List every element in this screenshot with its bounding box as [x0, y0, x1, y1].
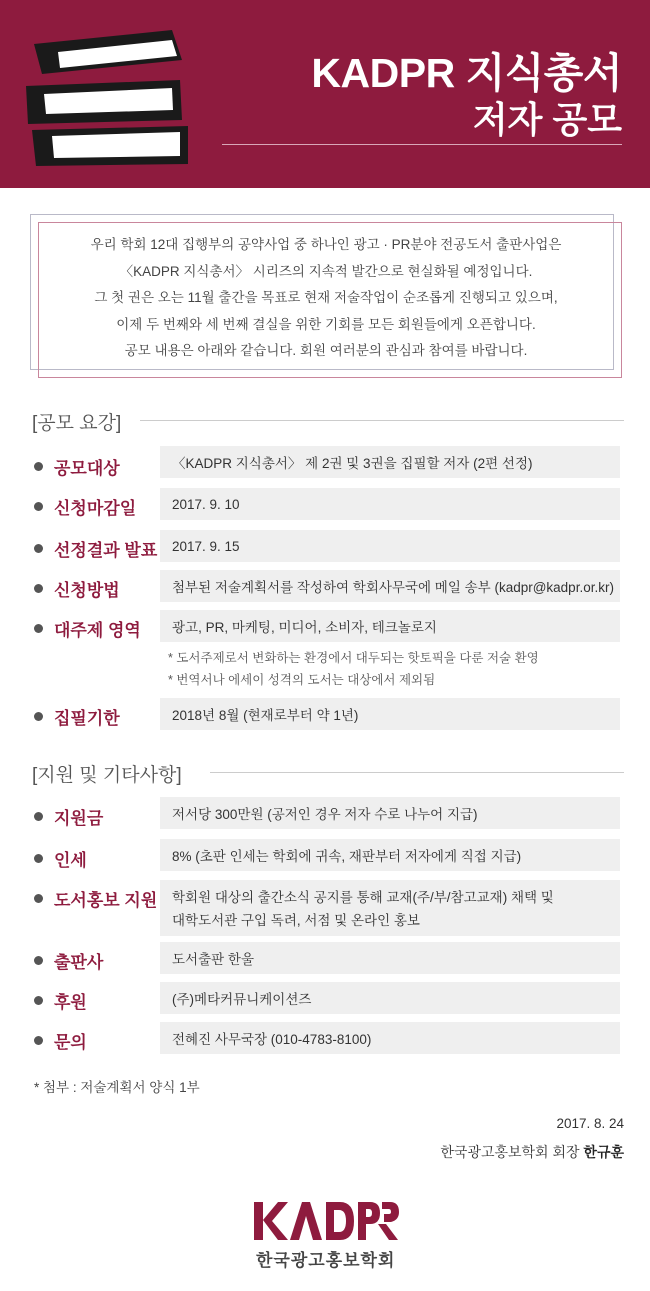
page-title: KADPR 지식총서 — [311, 50, 622, 96]
bullet-icon — [34, 462, 43, 471]
row-label-topic-area: 대주제 영역 — [34, 616, 141, 641]
attachment-note: * 첨부 : 저술계획서 양식 1부 — [34, 1080, 200, 1095]
kadpr-logo-icon — [250, 1200, 400, 1242]
intro-line: 우리 학회 12대 집행부의 공약사업 중 하나인 광고 · PR분야 전공도서 출판사업은 — [90, 237, 562, 252]
row-label-grant: 지원금 — [34, 804, 103, 829]
row-value-grant: 저서당 300만원 (공저인 경우 저자 수로 나누어 지급) — [160, 797, 620, 829]
row-label-deadline: 신청마감일 — [34, 494, 136, 519]
section-divider — [140, 420, 624, 421]
row-value-announcement: 2017. 9. 15 — [160, 530, 620, 562]
bullet-icon — [34, 956, 43, 965]
row-value-method: 첨부된 저술계획서를 작성하여 학회사무국에 메일 송부 (kadpr@kadpr.or.kr) — [160, 570, 620, 602]
promotion-line: 대학도서관 구입 독려, 서점 및 온라인 홍보 — [172, 913, 420, 928]
row-label-promotion: 도서홍보 지원 — [34, 886, 157, 911]
row-label-publisher: 출판사 — [34, 948, 103, 973]
row-label-royalty: 인세 — [34, 846, 87, 871]
row-label-writing-period: 집필기한 — [34, 704, 120, 729]
bullet-icon — [34, 624, 43, 633]
intro-text — [34, 232, 618, 365]
row-value-publisher: 도서출판 한울 — [160, 942, 620, 974]
bullet-icon — [34, 996, 43, 1005]
intro-line: 그 첫 권은 오는 11월 출간을 목표로 현재 저술작업이 순조롭게 진행되고 있으며, — [94, 290, 558, 305]
topic-note: * 도서주제로서 변화하는 환경에서 대두되는 핫토픽을 다룬 저술 환영 — [168, 651, 539, 665]
row-value-contact: 전혜진 사무국장 (010-4783-8100) — [160, 1022, 620, 1054]
bullet-icon — [34, 544, 43, 553]
row-value-promotion — [160, 880, 620, 936]
bullet-icon — [34, 584, 43, 593]
bullet-icon — [34, 1036, 43, 1045]
page-subtitle: 저자 공모 — [472, 99, 622, 140]
intro-line: 공모 내용은 아래와 같습니다. 회원 여러분의 관심과 참여를 바랍니다. — [124, 343, 528, 358]
header-banner — [0, 0, 650, 188]
bullet-icon — [34, 812, 43, 821]
bullet-icon — [34, 894, 43, 903]
promotion-line: 학회원 대상의 출간소식 공지를 통해 교재(주/부/참고교재) 채택 및 — [172, 890, 554, 905]
intro-line: 이제 두 번째와 세 번째 결실을 위한 기회를 모든 회원들에게 오픈합니다. — [116, 316, 536, 332]
row-label-contact: 문의 — [34, 1028, 87, 1053]
signature-title: 한국광고홍보학회 회장 — [440, 1144, 580, 1160]
signature-name: 한규훈 — [583, 1144, 624, 1160]
title-divider — [222, 144, 622, 145]
row-value-topic-area: 광고, PR, 마케팅, 미디어, 소비자, 테크놀로지 — [160, 610, 620, 642]
row-value-deadline: 2017. 9. 10 — [160, 488, 620, 520]
signature-line — [440, 1142, 624, 1162]
section-heading-support: [지원 및 기타사항] — [32, 765, 182, 786]
books-icon — [22, 30, 192, 166]
bullet-icon — [34, 854, 43, 863]
row-label-target: 공모대상 — [34, 454, 120, 479]
row-label-method: 신청방법 — [34, 576, 120, 601]
intro-line: 〈KADPR 지식총서〉 시리즈의 지속적 발간으로 현실화될 예정입니다. — [119, 263, 533, 279]
row-value-royalty: 8% (초판 인세는 학회에 귀속, 재판부터 저자에게 직접 지급) — [160, 839, 620, 871]
topic-note: * 번역서나 에세이 성격의 도서는 대상에서 제외됨 — [168, 673, 436, 687]
section-divider — [210, 772, 624, 773]
row-value-writing-period: 2018년 8월 (현재로부터 약 1년) — [160, 698, 620, 730]
row-value-target: 〈KADPR 지식총서〉 제 2권 및 3권을 집필할 저자 (2편 선정) — [160, 446, 620, 478]
row-label-announcement: 선정결과 발표 — [34, 536, 157, 561]
bullet-icon — [34, 502, 43, 511]
row-value-sponsor: (주)메타커뮤니케이션즈 — [160, 982, 620, 1014]
bullet-icon — [34, 712, 43, 721]
row-label-sponsor: 후원 — [34, 988, 87, 1013]
signature-date: 2017. 8. 24 — [556, 1116, 624, 1131]
section-heading-guidelines: [공모 요강] — [32, 413, 122, 434]
logo-org-name: 한국광고홍보학회 — [256, 1251, 396, 1270]
